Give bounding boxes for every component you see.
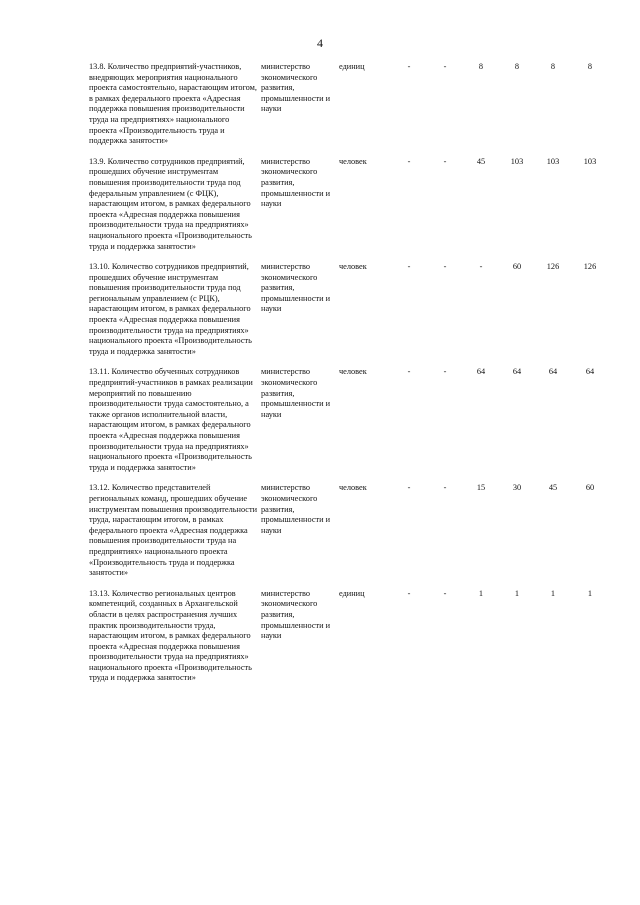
value-cell: -	[407, 483, 411, 493]
unit: человек	[339, 483, 367, 493]
value-cell: 30	[512, 483, 522, 493]
value-cell: 126	[546, 262, 560, 272]
table-row	[89, 262, 609, 357]
table-row	[89, 157, 609, 252]
value-cell: 103	[546, 156, 560, 166]
value-cell: -	[407, 156, 411, 166]
value-cell: 64	[548, 367, 558, 377]
table-row	[89, 367, 609, 473]
value-cell: -	[443, 367, 447, 377]
value-cell: 45	[476, 156, 486, 166]
value-cell: -	[407, 588, 411, 598]
executor: министерство экономического развития, промышленности и науки	[261, 367, 331, 419]
table-row	[89, 62, 609, 147]
unit: человек	[339, 156, 367, 166]
executor: министерство экономического развития, промышленности и науки	[261, 262, 331, 314]
value-cell: -	[479, 262, 483, 272]
value-cell: 60	[512, 262, 522, 272]
value-cell: -	[443, 262, 447, 272]
unit: человек	[339, 367, 367, 377]
table-row	[89, 483, 609, 578]
indicator-name: 13.9. Количество сотрудников предприятий, прошедших обучение инструментам повышения производительности труда под федеральным управлением (с ФЦК), нарастающим итогом, в рамках федерального проекта «Адресная поддержка повышения производительности труда на предприятиях» национального проекта «Производительность труда и поддержка занятости»	[89, 156, 252, 251]
value-cell: 103	[510, 156, 524, 166]
indicator-name: 13.13. Количество региональных центров компетенций, созданных в Архангельской области в целях распространения лучших практик производительности труда, нарастающим итогом, в рамках федерального проекта «Адресная поддержка повышения производительности труда на предприятиях» национального проекта «Производительность труда и поддержка занятости»	[89, 588, 252, 683]
value-cell: 126	[583, 262, 597, 272]
value-cell: 60	[585, 483, 595, 493]
unit: человек	[339, 262, 367, 272]
value-cell: -	[443, 62, 447, 71]
value-cell: 64	[512, 367, 522, 377]
executor: министерство экономического развития, промышленности и науки	[261, 588, 331, 641]
value-cell: 8	[478, 62, 484, 71]
value-cell: -	[407, 367, 411, 377]
indicator-name: 13.10. Количество сотрудников предприятий, прошедших обучение инструментам повышения производительности труда под региональным управлением (с РЦК), нарастающим итогом, в рамках федерального проекта «Адресная поддержка повышения производительности труда на предприятиях» национального проекта «Производительность труда и поддержка занятости»	[89, 262, 252, 356]
value-cell: -	[443, 588, 447, 598]
page-number: 4	[317, 36, 323, 50]
indicators-table	[89, 62, 609, 684]
value-cell: 1	[550, 588, 556, 598]
value-cell: 1	[478, 588, 484, 598]
value-cell: 8	[587, 62, 593, 71]
unit: единиц	[339, 588, 365, 598]
indicator-name: 13.12. Количество представителей региональных команд, прошедших обучение инструментам повышения производительности труда, нарастающим итогом, в рамках федерального проекта «Адресная поддержка повышения производительности труда на предприятиях» национального проекта «Производительность труда и поддержка занятости»	[89, 483, 258, 578]
executor: министерство экономического развития, промышленности и науки	[261, 483, 331, 535]
value-cell: -	[407, 62, 411, 71]
value-cell: 1	[587, 588, 593, 598]
value-cell: 103	[583, 156, 597, 166]
unit: единиц	[339, 62, 365, 71]
executor: министерство экономического развития, промышленности и науки	[261, 156, 331, 209]
value-cell: -	[407, 262, 411, 272]
value-cell: 45	[548, 483, 558, 493]
value-cell: 8	[514, 62, 520, 71]
value-cell: 64	[585, 367, 595, 377]
value-cell: 8	[550, 62, 556, 71]
value-cell: 64	[476, 367, 486, 377]
value-cell: 1	[514, 588, 520, 598]
executor: министерство экономического развития, промышленности и науки	[261, 62, 331, 114]
table-row	[89, 589, 609, 684]
indicator-name: 13.11. Количество обученных сотрудников предприятий-участников в рамках реализации мероприятий по повышению производительности труда самостоятельно, а также органов исполнительной власти, нарастающим итогом, в рамках федерального проекта «Адресная поддержка повышения производительности труда на предприятиях» национального проекта «Производительность труда и поддержка занятости»	[89, 367, 253, 472]
value-cell: -	[443, 483, 447, 493]
value-cell: 15	[476, 483, 486, 493]
indicator-name: 13.8. Количество предприятий-участников, внедряющих мероприятия национального проекта самостоятельно, нарастающим итогом, в рамках федерального проекта «Адресная поддержка повышения производительности труда на предприятиях» национального проекта «Производительность труда и поддержка занятости»	[89, 62, 257, 146]
value-cell: -	[443, 156, 447, 166]
